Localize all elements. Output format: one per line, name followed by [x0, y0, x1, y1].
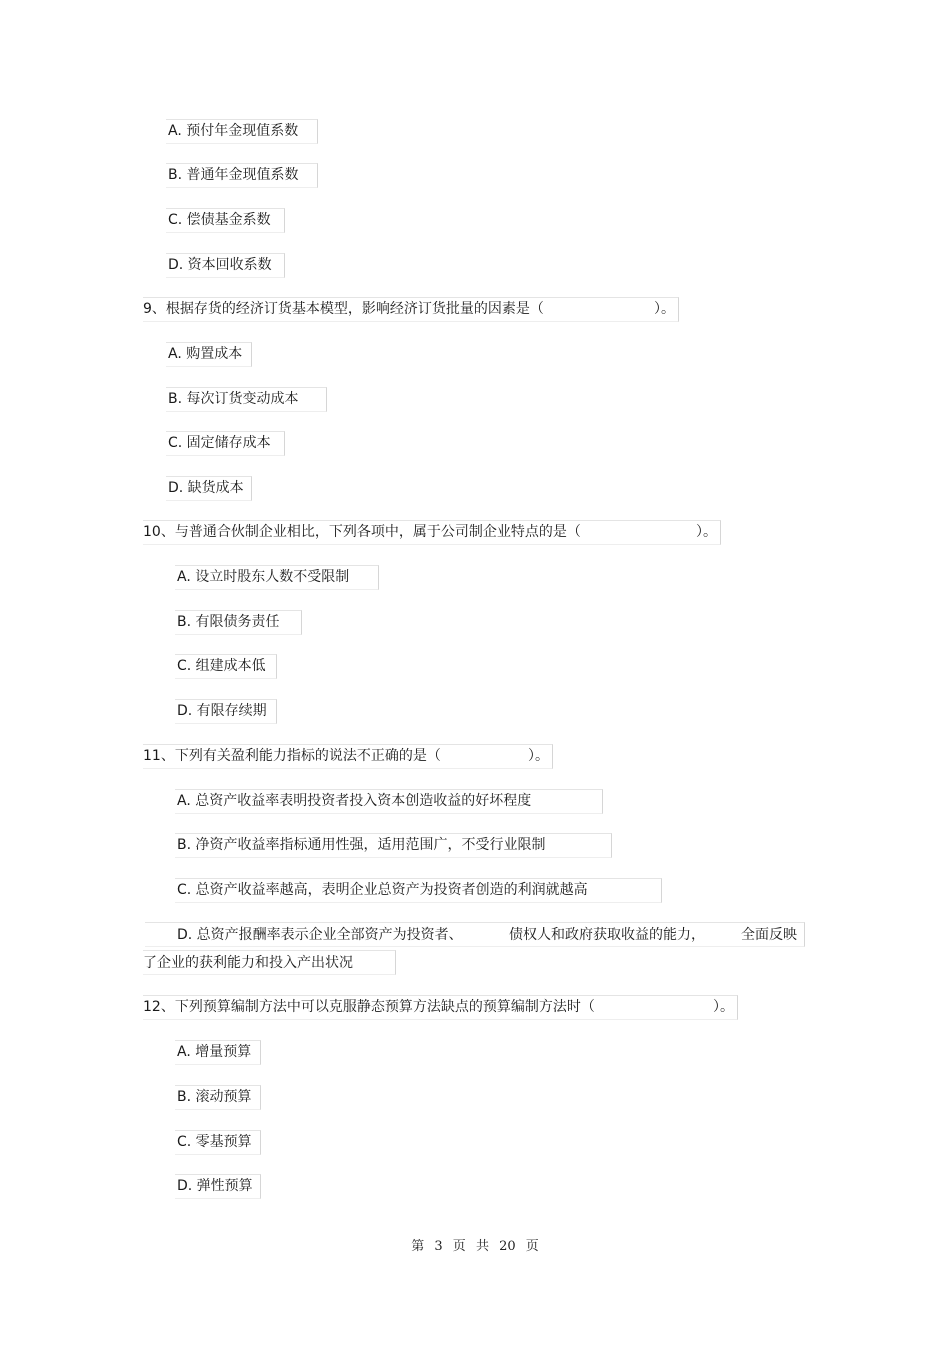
q11-stem-close: ）。 [528, 748, 549, 764]
footer-word-ye-2: 页 [525, 1239, 539, 1254]
q11-stem: 11、下列有关盈利能力指标的说法不正确的是（ [143, 748, 441, 764]
q10-option-a: A. 设立时股东人数不受限制 [177, 569, 350, 585]
q11-option-c: C. 总资产收益率越高，表明企业总资产为投资者创造的利润就越高 [177, 882, 588, 898]
q8-option-b: B. 普通年金现值系数 [168, 167, 299, 183]
footer-page-number: 3 [434, 1239, 443, 1254]
footer-total-pages: 20 [499, 1239, 516, 1254]
q11-option-d-part3: 全面反映 [741, 927, 797, 943]
page-footer [0, 1235, 950, 1254]
q11-option-d-part2: 债权人和政府获取收益的能力， [509, 927, 705, 943]
footer-word-gong: 共 [475, 1239, 489, 1254]
q11-option-d-line2: 了企业的获利能力和投入产出状况 [143, 955, 353, 971]
q12-option-d: D. 弹性预算 [177, 1178, 253, 1194]
q12-option-a: A. 增量预算 [177, 1044, 252, 1060]
q11-option-b: B. 净资产收益率指标通用性强，适用范围广，不受行业限制 [177, 837, 546, 853]
q8-option-d: D. 资本回收系数 [168, 257, 272, 273]
q10-option-d: D. 有限存续期 [177, 703, 267, 719]
q12-option-b: B. 滚动预算 [177, 1089, 252, 1105]
q12-option-c: C. 零基预算 [177, 1134, 252, 1150]
footer-word-di: 第 [411, 1239, 425, 1254]
q9-stem: 9、根据存货的经济订货基本模型，影响经济订货批量的因素是（ [143, 301, 544, 317]
q9-option-b: B. 每次订货变动成本 [168, 391, 299, 407]
q10-stem: 10、与普通合伙制企业相比，下列各项中，属于公司制企业特点的是（ [143, 524, 581, 540]
q10-option-b: B. 有限债务责任 [177, 614, 280, 630]
q9-option-c: C. 固定储存成本 [168, 435, 271, 451]
q12-stem-close: ）。 [713, 999, 734, 1015]
q10-stem-close: ）。 [696, 524, 717, 540]
q10-option-c: C. 组建成本低 [177, 658, 266, 674]
q11-option-d-part1: D. 总资产报酬率表示企业全部资产为投资者、 [177, 927, 463, 943]
q8-option-c: C. 偿债基金系数 [168, 212, 271, 228]
footer-word-ye: 页 [452, 1239, 466, 1254]
q9-stem-close: ）。 [654, 301, 675, 317]
q9-option-a: A. 购置成本 [168, 346, 243, 362]
q11-option-a: A. 总资产收益率表明投资者投入资本创造收益的好坏程度 [177, 793, 532, 809]
q8-option-a: A. 预付年金现值系数 [168, 123, 299, 139]
q9-option-d: D. 缺货成本 [168, 480, 244, 496]
q12-stem: 12、下列预算编制方法中可以克服静态预算方法缺点的预算编制方法时（ [143, 999, 595, 1015]
